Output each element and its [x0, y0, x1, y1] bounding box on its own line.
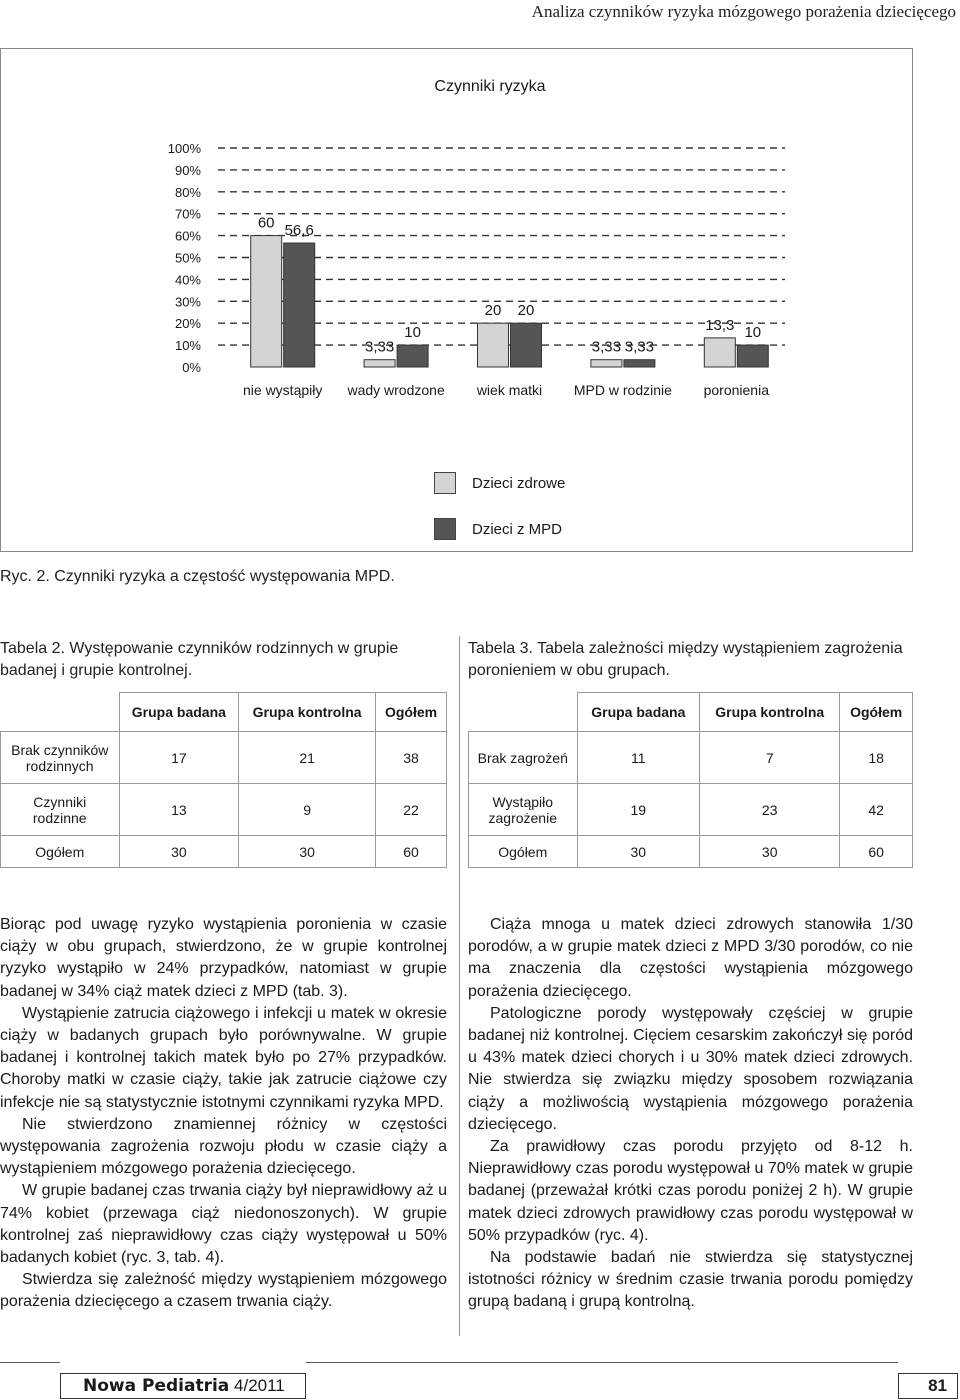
- table-cell: 60: [840, 836, 913, 868]
- table-cell: 60: [376, 836, 447, 868]
- paragraph: W grupie badanej czas trwania ciąży był nieprawidłowy aż u 74% kobiet (przewaga ciąż niedonoszonych). W grupie kontrolnej zaś nieprawidłowy czas ciąży występował u 50% badanych kobiet (ryc. 3, tab. 4).: [0, 1182, 447, 1267]
- row-label: Brak zagrożeń: [469, 732, 578, 784]
- legend-label-healthy: Dzieci zdrowe: [472, 474, 566, 492]
- legend-label-mpd: Dzieci z MPD: [472, 520, 563, 538]
- table2-header: Grupa badana: [119, 693, 239, 732]
- table-cell: 38: [376, 732, 447, 784]
- column-divider: [459, 636, 460, 1336]
- y-tick-label: 40%: [174, 272, 201, 288]
- data-label: 3,33: [624, 338, 655, 356]
- bar: [364, 360, 395, 367]
- y-tick-label: 60%: [174, 228, 201, 244]
- category-label: poronienia: [703, 382, 769, 398]
- journal-issue: 4/2011: [234, 1376, 285, 1395]
- table-cell: 30: [700, 836, 840, 868]
- figure-caption: Ryc. 2. Czynniki ryzyka a częstość występowania MPD.: [0, 568, 395, 585]
- row-label: Czynniki rodzinne: [1, 784, 120, 836]
- table2: [0, 692, 447, 868]
- paragraph: Na podstawie badań nie stwierdza się statystycznej istotności różnicy w średnim czasie trwania porodu pomiędzy grupą badaną i grupą kontrolną.: [468, 1249, 913, 1311]
- table-row: [469, 836, 913, 868]
- body-column-left: [0, 914, 447, 1314]
- footer-rule: [0, 1362, 60, 1363]
- bar: [251, 236, 282, 367]
- table-row: [1, 784, 447, 836]
- data-label: 10: [404, 324, 421, 342]
- journal-badge: [60, 1373, 306, 1399]
- running-header: Analiza czynników ryzyka mózgowego porażenia dziecięcego: [531, 2, 956, 21]
- table-cell: 19: [577, 784, 700, 836]
- data-label: 60: [257, 214, 275, 232]
- y-tick-label: 90%: [174, 162, 201, 178]
- footer-rule: [306, 1362, 898, 1363]
- bar: [397, 345, 428, 367]
- data-label: 20: [517, 302, 535, 320]
- table-cell: 30: [119, 836, 239, 868]
- page-number: 81: [898, 1373, 958, 1399]
- table2-caption: Tabela 2. Występowanie czynników rodzinnych w grupie badanej i grupie kontrolnej.: [0, 640, 399, 679]
- table-row: [1, 836, 447, 868]
- table-cell: 42: [840, 784, 913, 836]
- y-tick-label: 100%: [167, 141, 201, 156]
- row-label: Wystąpiło zagrożenie: [469, 784, 578, 836]
- data-label: 56,6: [284, 222, 314, 240]
- paragraph: Ciąża mnoga u matek dzieci zdrowych stanowiła 1/30 porodów, a w grupie matek dzieci z MPD 3/30 porodów, co nie ma znaczenia dla częstości wystąpienia mózgowego porażenia dziecięcego.: [468, 916, 913, 1000]
- category-label: wiek matki: [476, 382, 543, 398]
- paragraph: Za prawidłowy czas porodu przyjęto od 8-12 h. Nieprawidłowy czas porodu występował u 70% matek w grupie badanej (przeważał krótki czas porodu poniżej 2 h). W grupie matek dzieci zdrowych prawidłowy czas porodu występował w 50% przypadków (ryc. 4).: [468, 1138, 913, 1244]
- y-tick-label: 70%: [174, 206, 201, 222]
- table-cell: 30: [239, 836, 376, 868]
- table-row: [469, 732, 913, 784]
- category-label: wady wrodzone: [347, 382, 445, 398]
- bar: [478, 323, 509, 367]
- data-label: 3,33: [591, 338, 622, 356]
- table-cell: 30: [577, 836, 700, 868]
- y-tick-label: 10%: [174, 338, 201, 354]
- paragraph: Stwierdza się zależność między wystąpieniem mózgowego porażenia dziecięcego a czasem trwania ciąży.: [0, 1271, 447, 1311]
- table3-caption: Tabela 3. Tabela zależności między wystąpieniem zagrożenia poronieniem w obu grupach.: [468, 640, 903, 679]
- table3-header: Ogółem: [840, 693, 913, 732]
- paragraph: Patologiczne porody występowały częściej w grupie badanej niż kontrolnej. Cięciem cesarskim zakończył się poród u 43% matek dzieci chorych i u 30% matek dzieci zdrowych. Nie stwierdza się związku między sposobem rozwiązania ciąży a możliwością wystąpienia mózgowego porażenia dziecięcego.: [468, 1004, 913, 1133]
- data-label: 3,33: [364, 338, 395, 356]
- table3-header: Grupa kontrolna: [700, 693, 840, 732]
- category-label: MPD w rodzinie: [573, 382, 672, 398]
- row-label: Brak czynników rodzinnych: [1, 732, 120, 784]
- table-corner: [469, 693, 578, 732]
- table-cell: 22: [376, 784, 447, 836]
- legend-item-healthy: [434, 472, 565, 494]
- paragraph: Nie stwierdzono znamiennej różnicy w częstości występowania zagrożenia rozwoju płodu w czasie ciąży a wystąpieniem mózgowego porażenia dziecięcego.: [0, 1115, 447, 1178]
- table-cell: 17: [119, 732, 239, 784]
- bar: [624, 360, 655, 367]
- table-cell: 9: [239, 784, 376, 836]
- paragraph: Biorąc pod uwagę ryzyko wystąpienia poronienia w czasie ciąży w obu grupach, stwierdzono, że w grupie kontrolnej ryzyko wystąpiło w 24% przypadków, natomiast w grupie badanej w 34% ciąż matek dzieci z MPD (tab. 3).: [0, 916, 447, 1000]
- table-row: [469, 784, 913, 836]
- data-label: 20: [484, 302, 502, 320]
- row-label: Ogółem: [1, 836, 120, 868]
- y-tick-label: 0%: [182, 360, 201, 375]
- y-tick-label: 80%: [174, 184, 201, 200]
- chart-title: Czynniki ryzyka: [434, 78, 546, 95]
- data-label: 13,3: [705, 316, 735, 334]
- row-label: Ogółem: [469, 836, 578, 868]
- table-cell: 13: [119, 784, 239, 836]
- legend-swatch-healthy: [434, 472, 456, 494]
- table-cell: 11: [577, 732, 700, 784]
- legend-item-mpd: [434, 518, 562, 540]
- bar: [511, 323, 542, 367]
- table2-header: Ogółem: [376, 693, 447, 732]
- table2-header: Grupa kontrolna: [239, 693, 376, 732]
- y-tick-label: 30%: [174, 294, 201, 310]
- bar: [591, 360, 622, 367]
- table-corner: [1, 693, 120, 732]
- journal-name: Nowa Pediatria: [83, 1376, 230, 1396]
- table-cell: 21: [239, 732, 376, 784]
- table3-header: Grupa badana: [577, 693, 700, 732]
- y-tick-label: 20%: [174, 316, 201, 332]
- bar: [737, 345, 768, 367]
- table-row: [1, 732, 447, 784]
- y-tick-label: 50%: [174, 250, 201, 266]
- category-label: nie wystąpiły: [243, 382, 323, 398]
- body-column-right: [468, 914, 913, 1314]
- bar: [704, 338, 735, 367]
- table-cell: 18: [840, 732, 913, 784]
- table-cell: 23: [700, 784, 840, 836]
- data-label: 10: [744, 324, 762, 342]
- bar: [284, 243, 315, 367]
- legend-swatch-mpd: [434, 518, 456, 540]
- table3: [468, 692, 913, 868]
- table-cell: 7: [700, 732, 840, 784]
- paragraph: Wystąpienie zatrucia ciążowego i infekcji u matek w okresie ciąży w badanych grupach było porównywalne. W grupie badanej i kontrolnej takich matek było po 27% przypadków. Choroby matki w czasie ciąży, takie jak zatrucie ciążowe czy infekcje nie są statystycznie istotnymi czynnikami ryzyka MPD.: [0, 1004, 447, 1111]
